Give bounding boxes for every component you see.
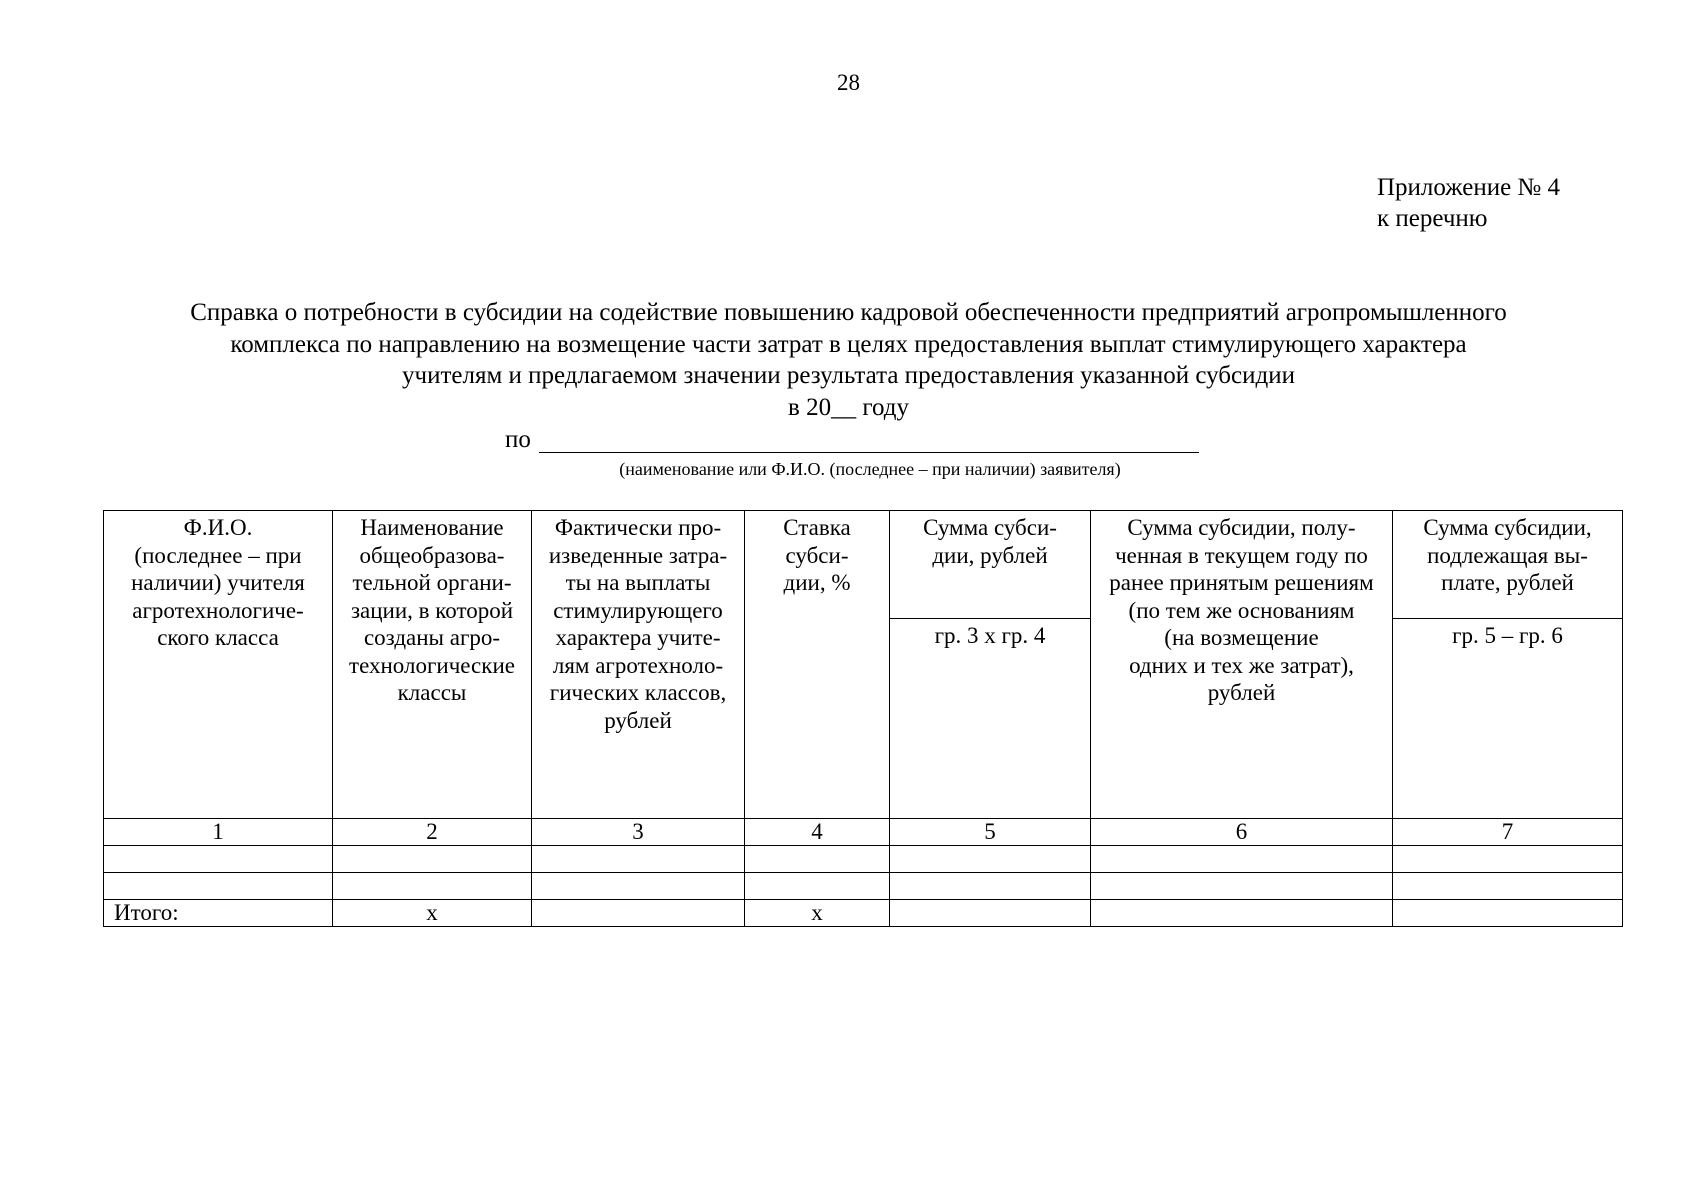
applicant-blank-line (539, 426, 1199, 453)
header-col-4 (745, 511, 890, 819)
header-line: лям агротехноло- (552, 652, 724, 678)
header-line: дии, % (783, 570, 851, 595)
header-line: стимулирующего (553, 597, 723, 623)
table-row (104, 873, 1623, 900)
table-cell (1393, 846, 1623, 873)
appendix-line-2: к перечню (1377, 205, 1488, 232)
header-line: характера учите- (555, 625, 721, 650)
column-number: 3 (532, 819, 745, 846)
column-number: 2 (333, 819, 532, 846)
table-cell (890, 846, 1091, 873)
table-row (104, 846, 1623, 873)
table-cell (104, 846, 333, 873)
header-line: ты на выплаты (565, 570, 711, 595)
header-line: (на возмещение (1164, 625, 1319, 650)
table-cell (333, 873, 532, 900)
total-col-2: x (333, 900, 532, 927)
header-line: наличии) учителя (131, 570, 305, 595)
header-line: рублей (604, 707, 672, 733)
column-number: 7 (1393, 819, 1623, 846)
header-line: дии, рублей (932, 542, 1048, 568)
total-col-5 (890, 900, 1091, 927)
header-line: технологические (349, 652, 515, 678)
header-line: (по тем же основаниям (1128, 597, 1355, 623)
total-col-3 (532, 900, 745, 927)
applicant-hint: (наименование или Ф.И.О. (последнее – при наличии) заявителя) (619, 459, 1121, 479)
header-line: гических классов, (549, 680, 727, 705)
header-col-1 (104, 511, 333, 819)
formula-col-7: гр. 5 – гр. 6 (1393, 619, 1623, 819)
column-number: 5 (890, 819, 1091, 846)
header-line: рублей (1207, 680, 1276, 705)
table-cell (1393, 873, 1623, 900)
header-line: тельной органи- (352, 570, 512, 595)
header-line: Сумма субси- (923, 515, 1057, 540)
table-cell (745, 846, 890, 873)
column-number-row (104, 819, 1623, 846)
header-col-7 (1393, 511, 1623, 619)
header-line: созданы агро- (363, 625, 501, 650)
title-line-4: в 20__ году (788, 393, 909, 421)
total-row (104, 900, 1623, 927)
header-col-3 (532, 511, 745, 819)
column-number: 1 (104, 819, 333, 846)
table-cell (532, 846, 745, 873)
header-line: Наименование (360, 515, 504, 540)
table-cell (1091, 846, 1393, 873)
table-cell (104, 873, 333, 900)
header-line: одних и тех же затрат), (1129, 652, 1354, 678)
table-cell (745, 873, 890, 900)
table-cell (532, 873, 745, 900)
total-col-7 (1393, 900, 1623, 927)
formula-col-5: гр. 3 x гр. 4 (890, 619, 1091, 819)
appendix-note (1377, 172, 1560, 234)
title-line-3: учителям и предлагаемом значении результата предоставления указанной субсидии (402, 362, 1295, 389)
header-line: плате, рублей (1441, 570, 1574, 595)
header-line: Сумма субсидии, полу- (1127, 515, 1356, 540)
header-line: агротехнологиче- (132, 597, 304, 623)
total-label: Итого: (104, 900, 333, 927)
header-line: ранее принятым решениям (1109, 570, 1374, 595)
header-row-top (104, 511, 1623, 619)
header-col-6 (1091, 511, 1393, 819)
total-col-4: x (745, 900, 890, 927)
header-line: общеобразова- (359, 542, 505, 568)
header-line: зации, в которой (350, 597, 514, 623)
column-number: 6 (1091, 819, 1393, 846)
table-cell (333, 846, 532, 873)
subsidy-table (103, 510, 1623, 927)
header-line: классы (397, 680, 467, 705)
applicant-field (505, 426, 1199, 453)
document-title (100, 297, 1597, 423)
header-line: Ф.И.О. (183, 515, 253, 540)
header-line: подлежащая вы- (1427, 542, 1588, 568)
header-line: субси- (785, 542, 849, 568)
header-col-5 (890, 511, 1091, 619)
title-line-2: комплекса по направлению на возмещение части затрат в целях предоставления выплат стимулирующего характера (230, 330, 1467, 358)
header-col-2 (333, 511, 532, 819)
applicant-label: по (505, 426, 531, 453)
header-line: Ставка (783, 515, 851, 540)
column-number: 4 (745, 819, 890, 846)
header-line: (последнее – при (134, 542, 302, 568)
page-number: 28 (837, 70, 860, 95)
header-line: Сумма субсидии, (1423, 515, 1592, 540)
appendix-line-1: Приложение № 4 (1377, 174, 1561, 201)
table-cell (1091, 873, 1393, 900)
total-col-6 (1091, 900, 1393, 927)
header-line: ского класса (157, 625, 279, 650)
header-line: Фактически про- (554, 515, 722, 540)
header-line: изведенные затра- (548, 542, 728, 568)
header-line: ченная в текущем году по (1115, 542, 1368, 568)
table-cell (890, 873, 1091, 900)
title-line-1: Справка о потребности в субсидии на содействие повышению кадровой обеспеченности предприятий агропромышленного (190, 299, 1507, 326)
